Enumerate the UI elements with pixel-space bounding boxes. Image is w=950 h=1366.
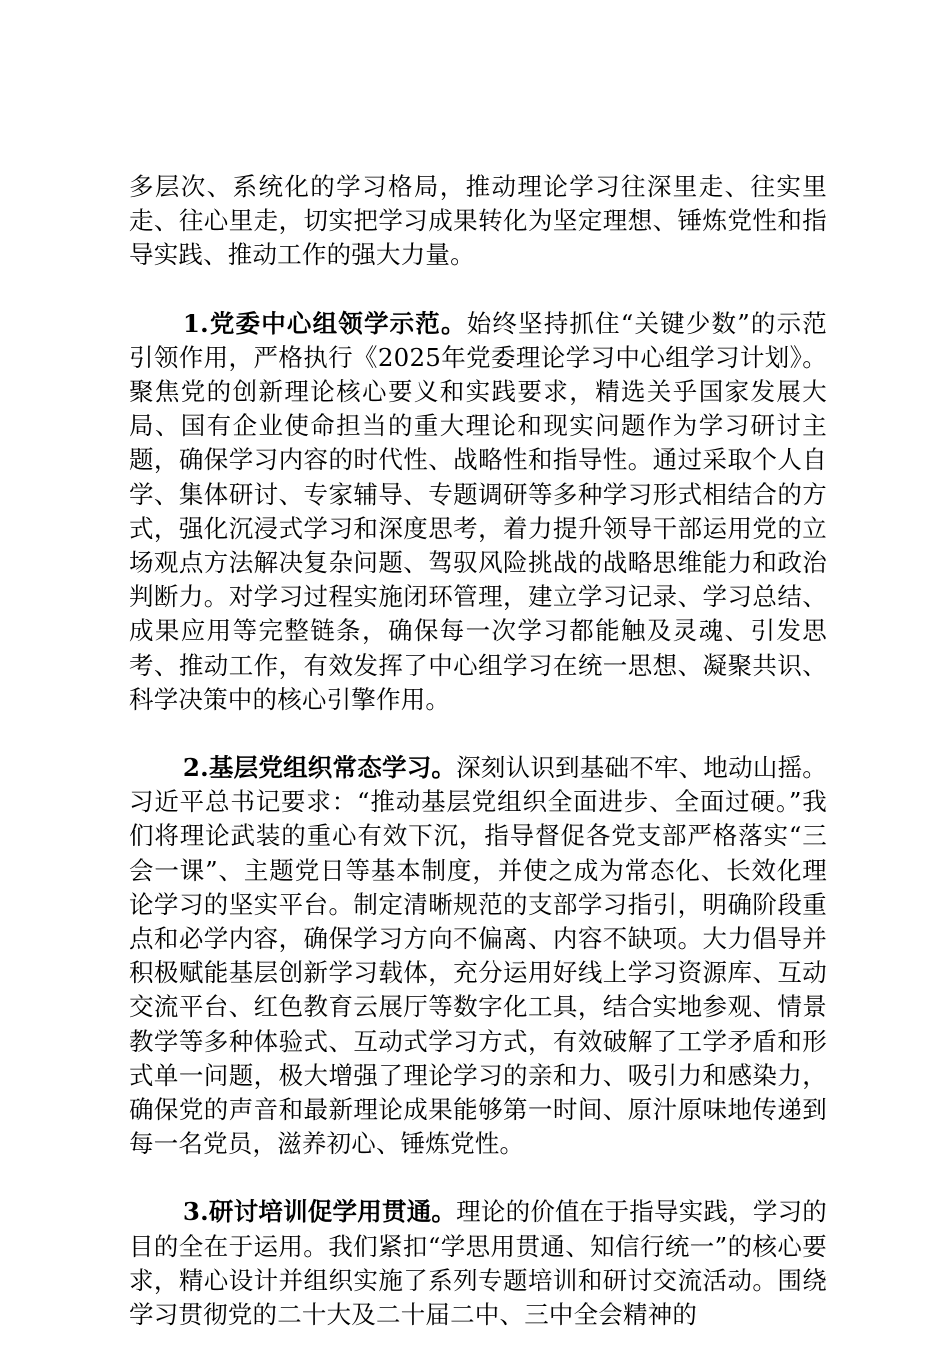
paragraph-text: 深刻认识到基础不牢、地动山摇。习近平总书记要求：“推动基层党组织全面进步、全面过硬。”我们将理论武装的重心有效下沉，指导督促各党支部严格落实“三会一课”、主题党日等基本制度，并使之成为常态化、长效化理论学习的坚实平台。制定清晰规范的支部学习指引，明确阶段重点和必学内容，确保学习方向不偏离、内容不缺项。大力倡导并积极赋能基层创新学习载体，充分运用好线上学习资源库、互动交流平台、红色教育云展厅等数字化工具，结合实地参观、情景教学等多种体验式、互动式学习方式，有效破解了工学矛盾和形式单一问题，极大增强了理论学习的亲和力、吸引力和感染力，确保党的声音和最新理论成果能够第一时间、原汁原味地传递到每一名党员，滋养初心、锤炼党性。 (129, 753, 828, 1159)
section-heading: 3.研讨培训促学用贯通。 (182, 1197, 457, 1227)
paragraph-section-1 (129, 307, 827, 717)
paragraph-section-2 (129, 751, 827, 1161)
paragraph-text: 始终坚持抓住“关键少数”的示范引领作用，严格执行《2025年党委理论学习中心组学习计划》。聚焦党的创新理论核心要义和实践要求，精选关乎国家发展大局、国有企业使命担当的重大理论和现实问题作为学习研讨主题，确保学习内容的时代性、战略性和指导性。通过采取个人自学、集体研讨、专家辅导、专题调研等多种学习形式相结合的方式，强化沉浸式学习和深度思考，着力提升领导干部运用党的立场观点方法解决复杂问题、驾驭风险挑战的战略思维能力和政治判断力。对学习过程实施闭环管理，建立学习记录、学习总结、成果应用等完整链条，确保每一次学习都能触及灵魂、引发思考、推动工作，有效发挥了中心组学习在统一思想、凝聚共识、科学决策中的核心引擎作用。 (129, 308, 827, 714)
paragraph-continuation (129, 170, 827, 273)
paragraph-text: 理论的价值在于指导实践，学习的目的全在于运用。我们紧扣“学思用贯通、知信行统一”的核心要求，精心设计并组织实施了系列专题培训和研讨交流活动。围绕学习贯彻党的二十大及二十届二中、三中全会精神的 (129, 1197, 828, 1330)
paragraph-section-3 (129, 1195, 827, 1332)
section-heading: 2.基层党组织常态学习。 (182, 753, 457, 783)
section-heading: 1.党委中心组领学示范。 (182, 308, 467, 338)
paragraph-text: 多层次、系统化的学习格局，推动理论学习往深里走、往实里走、往心里走，切实把学习成果转化为坚定理想、锤炼党性和指导实践、推动工作的强大力量。 (129, 172, 827, 270)
document-body (129, 170, 827, 1366)
